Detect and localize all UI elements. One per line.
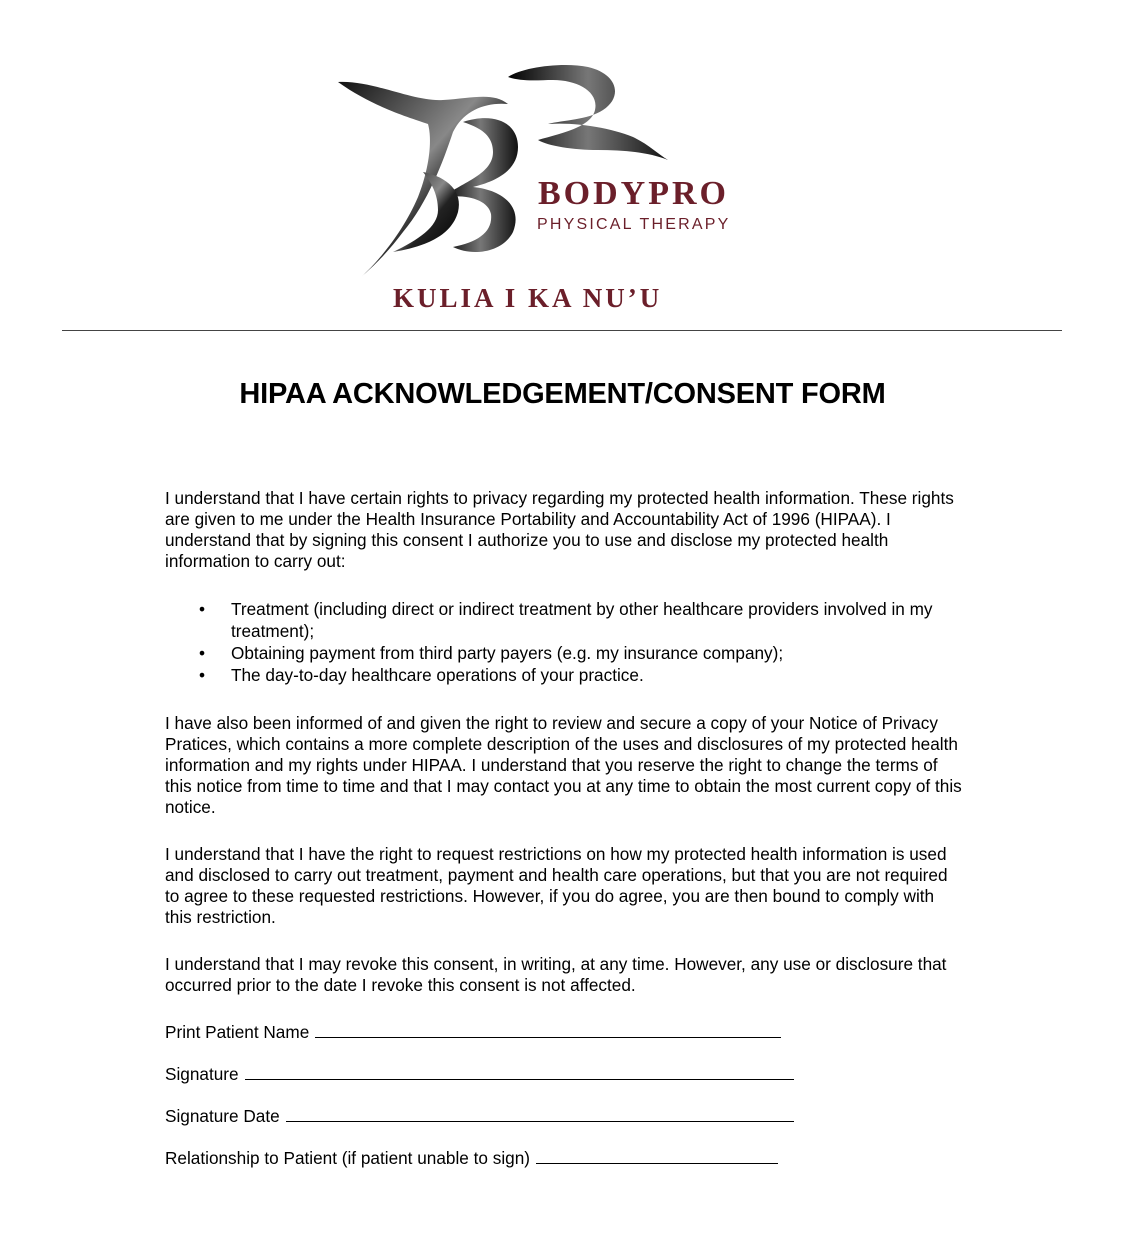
- consent-purposes-list: [165, 598, 965, 686]
- signature-field: [165, 1064, 965, 1085]
- bodypro-logo-graphic: [333, 62, 793, 318]
- signature-label: Signature: [165, 1064, 239, 1084]
- brand-subtitle: PHYSICAL THERAPY: [537, 216, 731, 233]
- header-divider: [62, 330, 1062, 331]
- relationship-input-line[interactable]: [536, 1149, 778, 1164]
- bullet-icon: •: [199, 599, 206, 619]
- restrictions-paragraph: I understand that I have the right to request restrictions on how my protected health information is used and disclosed to carry out treatment, payment and health care operations, but that you are not required to agree to these requested restrictions. However, if you do agree, you are then bound to comply with this restriction.: [165, 844, 948, 927]
- intro-paragraph: I understand that I have certain rights to privacy regarding my protected health information. These rights are given to me under the Health Insurance Portability and Accountability Act of 1996 (HIPAA). I understand that by signing this consent I authorize you to use and disclose my protected health information to carry out:: [165, 488, 954, 571]
- patient-name-field: [165, 1022, 965, 1043]
- brand-tagline: KULIA I KA NU’U: [393, 283, 663, 313]
- brand-name: BODYPRO: [538, 175, 729, 212]
- list-item-text: Treatment (including direct or indirect treatment by other healthcare providers involved in my treatment);: [231, 599, 933, 641]
- bullet-icon: •: [199, 643, 206, 663]
- bodypro-logo: [333, 62, 793, 318]
- notice-paragraph: I have also been informed of and given the right to review and secure a copy of your Notice of Privacy Pratices, which contains a more complete description of the uses and disclosures of my protected health information and my rights under HIPAA. I understand that you reserve the right to change the terms of this notice from time to time and that I may contact you at any time to obtain the most current copy of this notice.: [165, 713, 962, 817]
- signature-date-label: Signature Date: [165, 1106, 280, 1126]
- list-item: [165, 598, 965, 642]
- signature-date-field: [165, 1106, 965, 1127]
- list-item-text: Obtaining payment from third party payers (e.g. my insurance company);: [231, 643, 784, 663]
- list-item: [165, 664, 965, 686]
- list-item: [165, 642, 965, 664]
- relationship-label: Relationship to Patient (if patient unable to sign): [165, 1148, 530, 1168]
- form-body: [165, 488, 965, 1190]
- revoke-paragraph: I understand that I may revoke this consent, in writing, at any time. However, any use or disclosure that occurred prior to the date I revoke this consent is not affected.: [165, 954, 947, 995]
- patient-name-input-line[interactable]: [315, 1023, 781, 1038]
- form-title: HIPAA ACKNOWLEDGEMENT/CONSENT FORM: [239, 378, 886, 410]
- signature-input-line[interactable]: [245, 1065, 794, 1080]
- bullet-icon: •: [199, 665, 206, 685]
- patient-name-label: Print Patient Name: [165, 1022, 310, 1042]
- signature-date-input-line[interactable]: [286, 1107, 794, 1122]
- relationship-field: [165, 1148, 965, 1169]
- list-item-text: The day-to-day healthcare operations of your practice.: [231, 665, 644, 685]
